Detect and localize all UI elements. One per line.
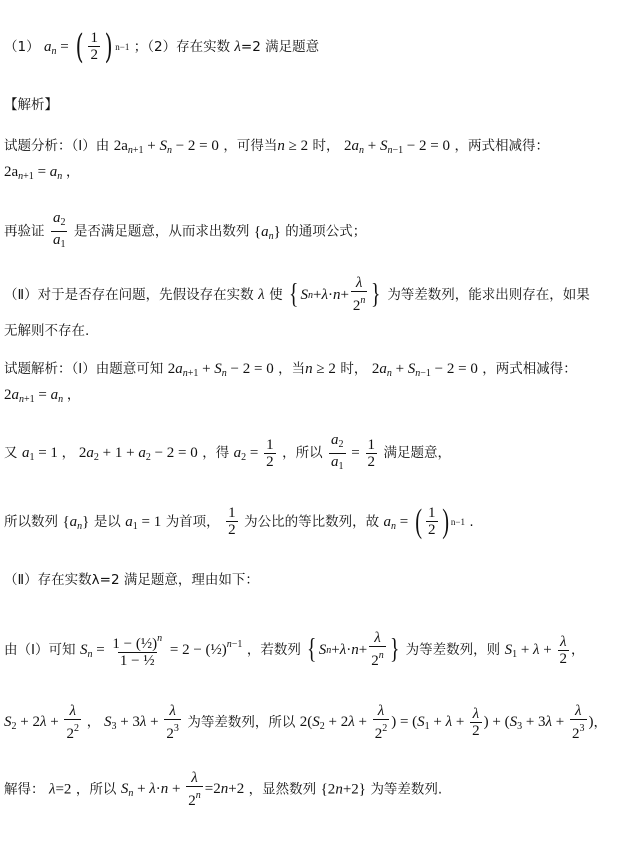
solution-line-5: （Ⅱ）存在实数λ=2 满足题意，理由如下：: [4, 572, 259, 588]
analysis-heading: 【解析】: [4, 97, 58, 113]
analysis-line-1: 试题分析：（Ⅰ）由 $2a_{n+1} + S_n - 2 = 0$ ，可得当n ≥ 2 时， $2a_n + S_{n-1} - 2 = 0$ ，两式相减得：: [4, 138, 549, 156]
solution-line-1: 试题解析：（Ⅰ）由题意可知 $2a_{n+1} + S_n - 2 = 0$ ，当n ≥ 2 时， $2a_n + S_{n-1} - 2 = 0$ ，两式相减得：: [4, 361, 577, 379]
analysis-line-4: （Ⅱ）对于是否存在问题，先假设存在实数 λ 使 { S n + λ · n + λ 2$^n$ } 为等差数列，能求出则存在，如果: [4, 275, 590, 314]
answer-formula-an: $a_n$ =: [44, 39, 69, 57]
analysis-line-3: 再验证 $\frac{a_2}{a_1}$ 是否满足题意，从而求出数列 $\{a_n\}$ 的通项公式；: [4, 210, 366, 253]
answer-part2: ；（2）存在实数: [133, 39, 235, 55]
solution-line-7: $S_2 + 2\lambda$ + $\frac{\lambda}{2^2}$ ， $S_3 + 3\lambda$ + $\frac{\lambda}{2^3}$ 为等差数列，所以 $2(S_2 + 2\lambda$ + $\frac{\lambda}{2^2}$ ) = ($S_1 + \lambda$ + $\frac{\lambda}{2}$ ) + ($S_3 + 3\lambda$ + $\frac{\lambda}{2^3}$ )，: [4, 703, 607, 742]
answer-part1-label: （1）: [4, 39, 40, 55]
solution-line-3: 又 $a_1 = 1$ ， $2a_2 + 1 + a_2 - 2 = 0$ ，得 $a_2$ = $\frac{1}{2}$ ，所以 $\frac{a_2}{a_1}$ = $\frac{1}{2}$ 满足题意，: [4, 432, 451, 475]
answer-half-power: ( 1 2 ) n−1: [75, 27, 130, 67]
answer-line: （1） $a_n$ = ( 1 2 ) n−1 ；（2）存在实数 λ=2 满足题意: [4, 27, 320, 67]
solution-line-8: 解得： λ=2 ，所以 $S_n + \lambda\cdot n$ + $\frac{\lambda}{2^n}$ =2n+2 ，显然数列 {2n+2} 为等差数列.: [4, 770, 443, 809]
solution-line-2: $2a_{n+1} = a_n$ ，: [4, 387, 81, 405]
solution-line-4: 所以数列 $\{a_n\}$ 是以 $a_1 = 1$ 为首项， $\frac{1}{2}$ 为公比的等比数列，故 $a_n$ = ( 1 2 ) n−1 .: [4, 503, 474, 540]
solution-line-6: 由（Ⅰ）可知 $S_n$ = $\frac{1 - (\frac{1}{2})^n}{\text{1 − ½}}$ = 2 − (½)$^{n-1}$ ，若数列 { S n + λ · n + λ 2$^n$ } 为等差数列，则 $S_1 + \lambda$ + $\frac{\lambda}{2}$ ，: [4, 630, 585, 670]
analysis-line-2: $2a_{n+1} = a_n$ ，: [4, 164, 80, 182]
analysis-line-5: 无解则不存在.: [4, 323, 90, 339]
